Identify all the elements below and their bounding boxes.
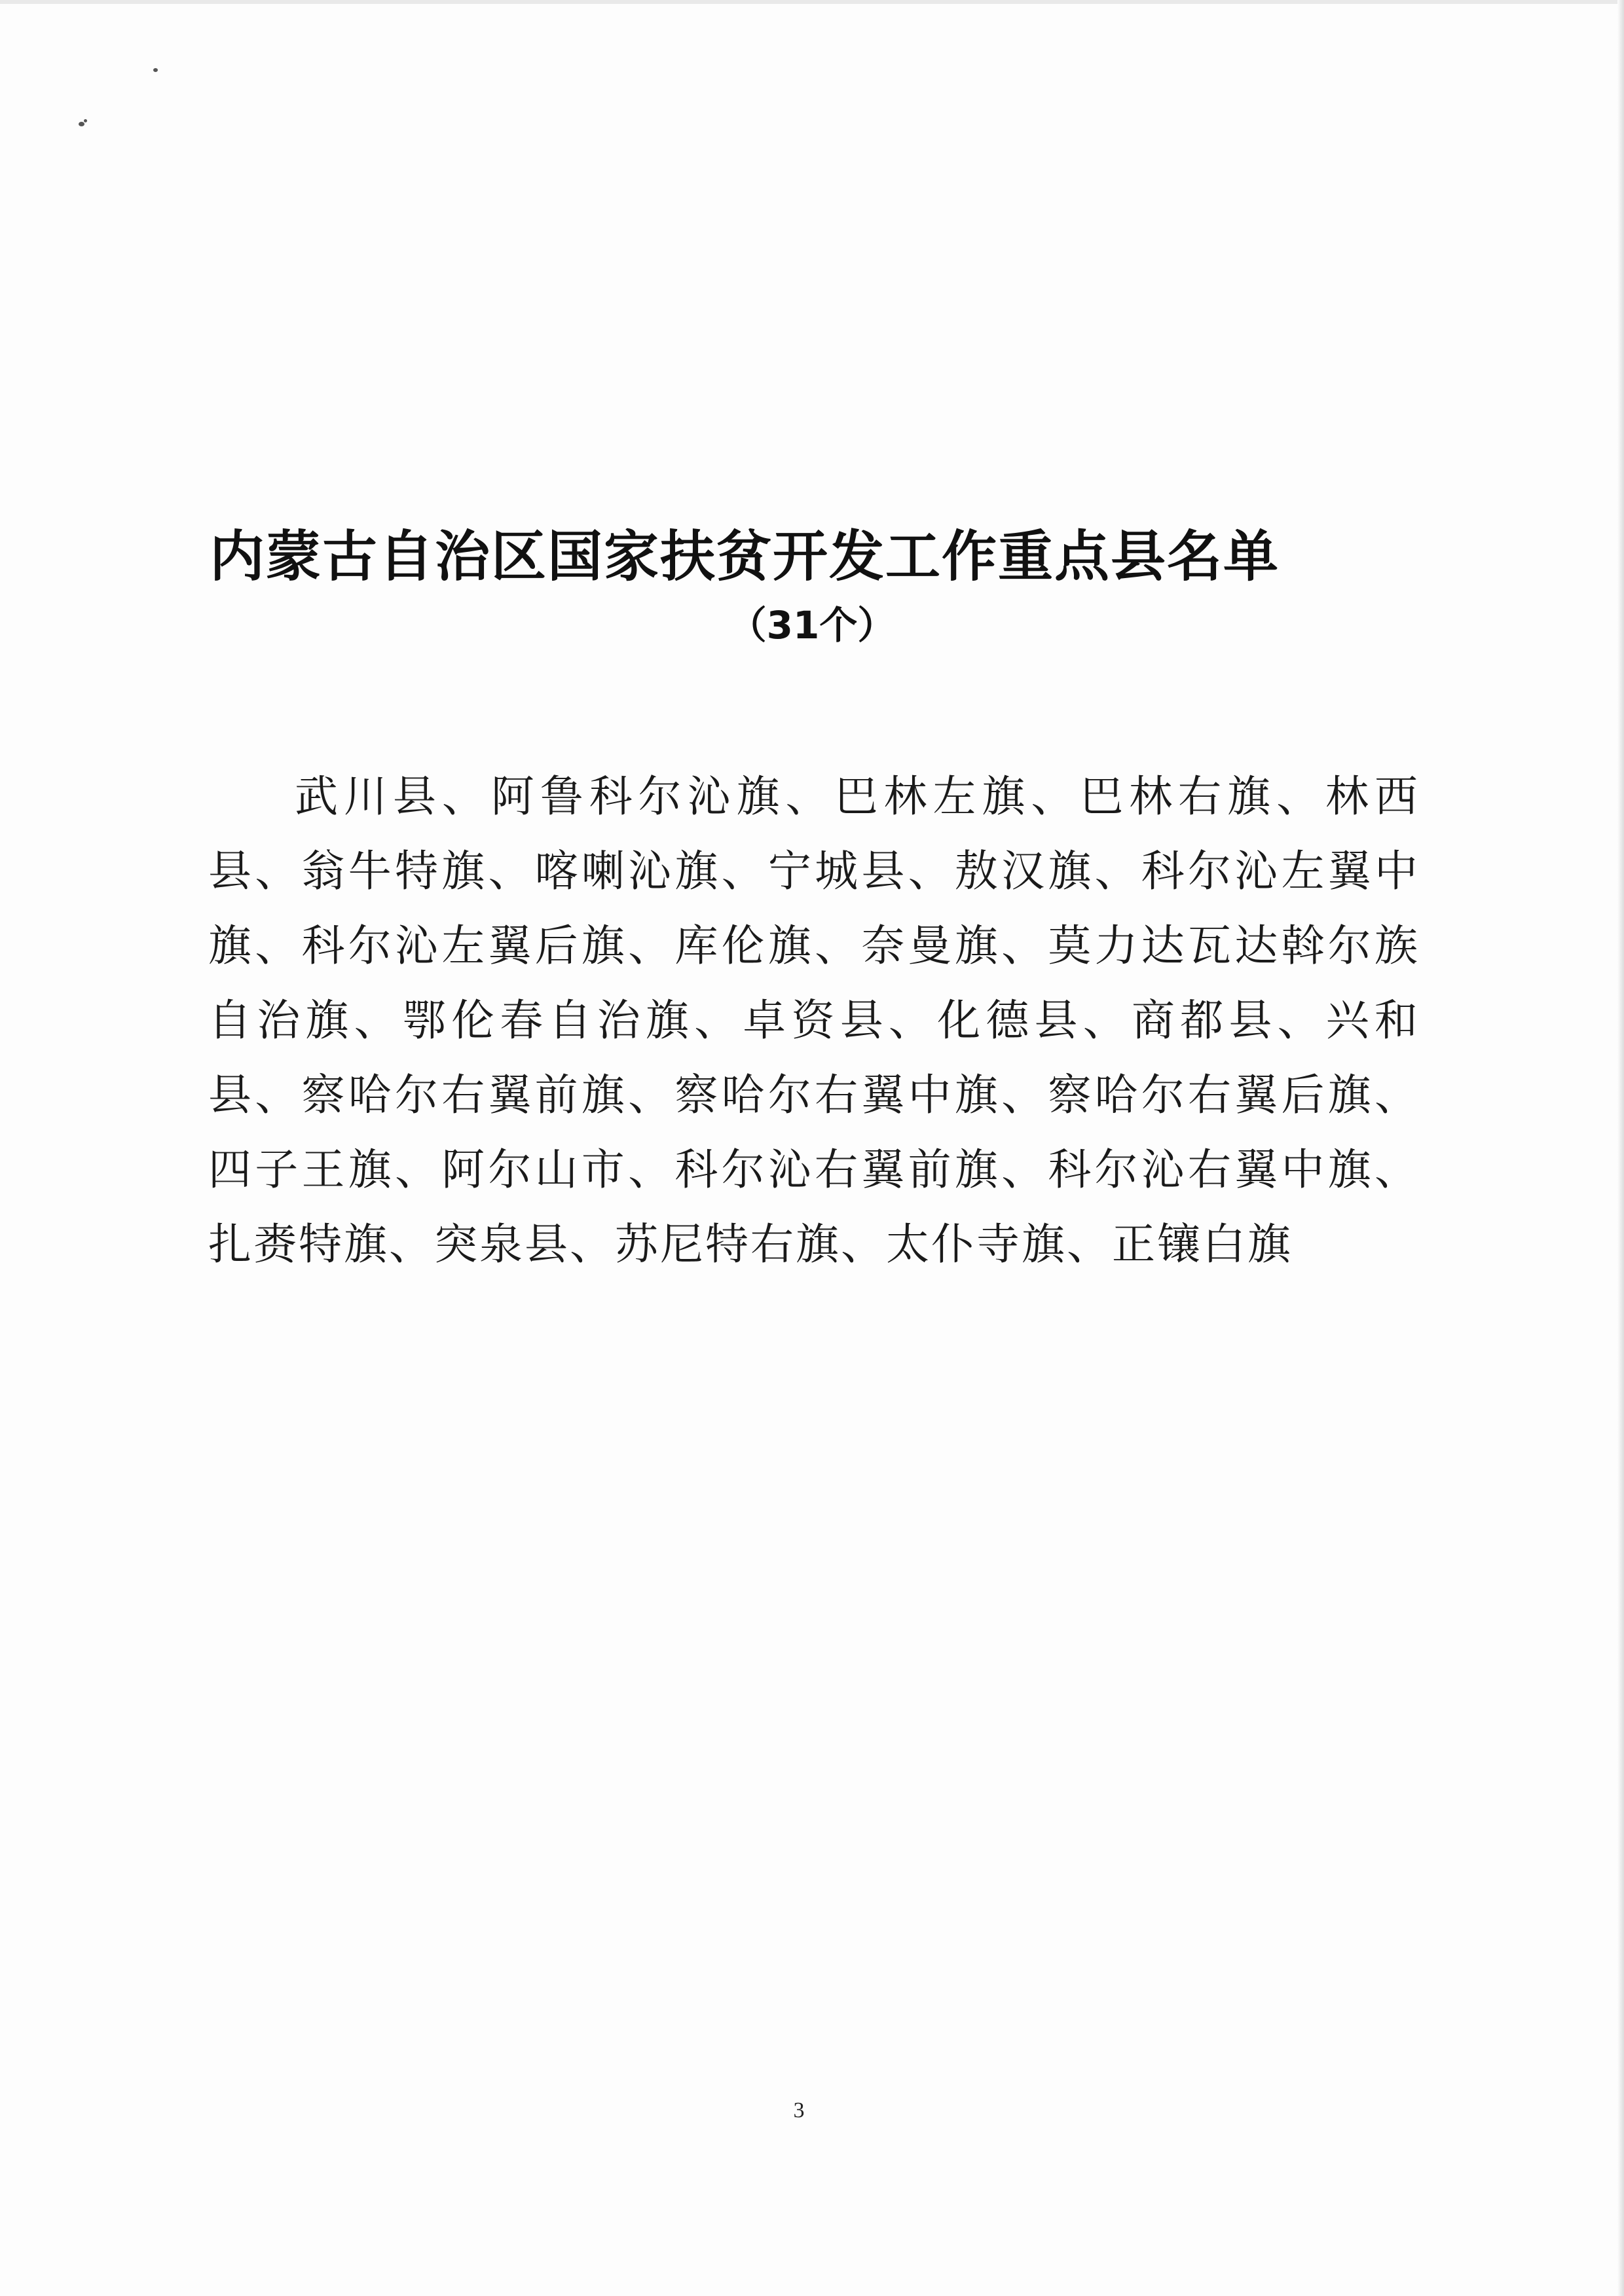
document-title: 内蒙古自治区国家扶贫开发工作重点县名单 — [210, 524, 1280, 589]
scan-speck — [79, 122, 84, 126]
scan-edge-right — [1617, 0, 1624, 2296]
scan-speck — [153, 68, 158, 72]
county-list: 武川县、阿鲁科尔沁旗、巴林左旗、巴林右旗、林西县、翁牛特旗、喀喇沁旗、宁城县、敖汉旗、科尔沁左翼中旗、科尔沁左翼后旗、库伦旗、奈曼旗、莫力达瓦达斡尔族自治旗、鄂伦春自治旗、卓资县、化德县、商都县、兴和县、察哈尔右翼前旗、察哈尔右翼中旗、察哈尔右翼后旗、四子王旗、阿尔山市、科尔沁右翼前旗、科尔沁右翼中旗、扎赉特旗、突泉县、苏尼特右旗、太仆寺旗、正镶白旗 — [208, 771, 1420, 1269]
scan-edge-top — [0, 0, 1624, 4]
page-number: 3 — [793, 2098, 805, 2123]
county-count: （31个） — [728, 603, 896, 647]
document-subtitle — [0, 599, 1624, 651]
scan-speck — [84, 119, 87, 122]
